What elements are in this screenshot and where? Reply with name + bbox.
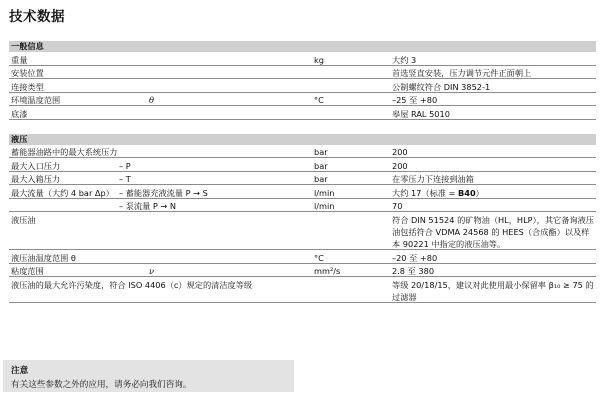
row-symbol: – 蓄能器充液流量 P → S (119, 187, 208, 198)
row-label: 连接类型 (11, 81, 44, 92)
row-unit: l/min (314, 187, 335, 198)
row-value: 在零压力下连接到油箱 (392, 174, 474, 184)
table-row (9, 158, 596, 172)
table-row (9, 66, 596, 80)
section-spacer (9, 120, 596, 134)
row-value: 200 (392, 147, 408, 157)
row-symbol: – T (119, 174, 131, 184)
row-value: 公制螺纹符合 DIN 3852-1 (392, 81, 491, 92)
table-row (9, 250, 596, 264)
row-label: 液压油 (11, 214, 36, 225)
row-value: 等级 20/18/15，建议对此使用最小保留率 β₁₀ ≥ 75 的过滤器 (392, 279, 594, 302)
table-row (9, 106, 596, 120)
table-row (9, 52, 596, 66)
row-value: 首选竖直安装，压力调节元件正面朝上 (392, 68, 532, 78)
row-symbol: – 泵流量 P → N (119, 201, 176, 211)
row-value: 70 (392, 201, 403, 211)
row-value-prefix: 大约 17（标准 = (392, 187, 459, 198)
row-symbol: – P (119, 160, 131, 171)
row-label: 重量 (11, 54, 28, 65)
note-title: 注意 (11, 366, 29, 376)
note-box (3, 360, 294, 392)
row-label: 最大入箱压力 (11, 174, 61, 184)
row-unit: mm²/s (314, 266, 341, 276)
row-unit: bar (314, 160, 328, 171)
table-row (9, 185, 596, 199)
row-value: –20 至 +80 (392, 252, 438, 263)
row-label: 环境温度范围 (11, 95, 61, 105)
table-row (9, 277, 596, 303)
row-value: 200 (392, 160, 408, 171)
row-value: 大约 3 (392, 54, 417, 65)
row-label: 液压油的最大允许污染度，符合 ISO 4406（c）规定的清洁度等级 (11, 279, 253, 290)
row-value: –25 至 +80 (392, 95, 438, 105)
note-text: 有关这些参数之外的应用，请务必向我们咨询。 (11, 380, 192, 390)
row-label: 安装位置 (11, 68, 44, 78)
table-row (9, 264, 596, 278)
row-unit: °C (314, 252, 324, 263)
row-symbol: θ (149, 95, 154, 105)
table-row (9, 93, 596, 107)
row-unit: kg (314, 54, 324, 65)
spec-table (9, 41, 596, 303)
row-label: 最大流量（大约 4 bar Δp） (11, 187, 114, 198)
row-value: 皋屋 RAL 5010 (392, 108, 450, 119)
row-unit: bar (314, 174, 328, 184)
row-label: 蓄能器油路中的最大系统压力 (11, 147, 118, 157)
row-value: 符合 DIN 51524 的矿物油（HL，HLP），其它备询液压油包括符合 VDMA 24568 的 HEES（合成酯）以及样本 90221 中指定的液压油等。 (392, 214, 594, 249)
table-row (9, 172, 596, 186)
row-value: 2.8 至 380 (392, 266, 435, 276)
row-value (392, 187, 594, 199)
row-label: 最大入口压力 (11, 160, 61, 171)
row-value-bold: B40 (458, 187, 476, 198)
section-heading-hydraulic: 液压 (9, 134, 596, 145)
row-label: 粘度范围 (11, 266, 44, 276)
row-symbol: ν (149, 266, 154, 276)
row-unit: °C (314, 95, 324, 105)
row-value-suffix: ） (475, 187, 484, 198)
row-label: 液压油温度范围 θ (11, 252, 76, 263)
row-unit: bar (314, 147, 328, 157)
table-row (9, 212, 596, 250)
page-title: 技术数据 (9, 9, 65, 25)
table-row (9, 79, 596, 93)
section-heading-general: 一般信息 (9, 41, 596, 52)
table-row (9, 145, 596, 159)
table-row (9, 199, 596, 213)
row-unit: l/min (314, 201, 335, 211)
row-label: 底漆 (11, 108, 28, 119)
